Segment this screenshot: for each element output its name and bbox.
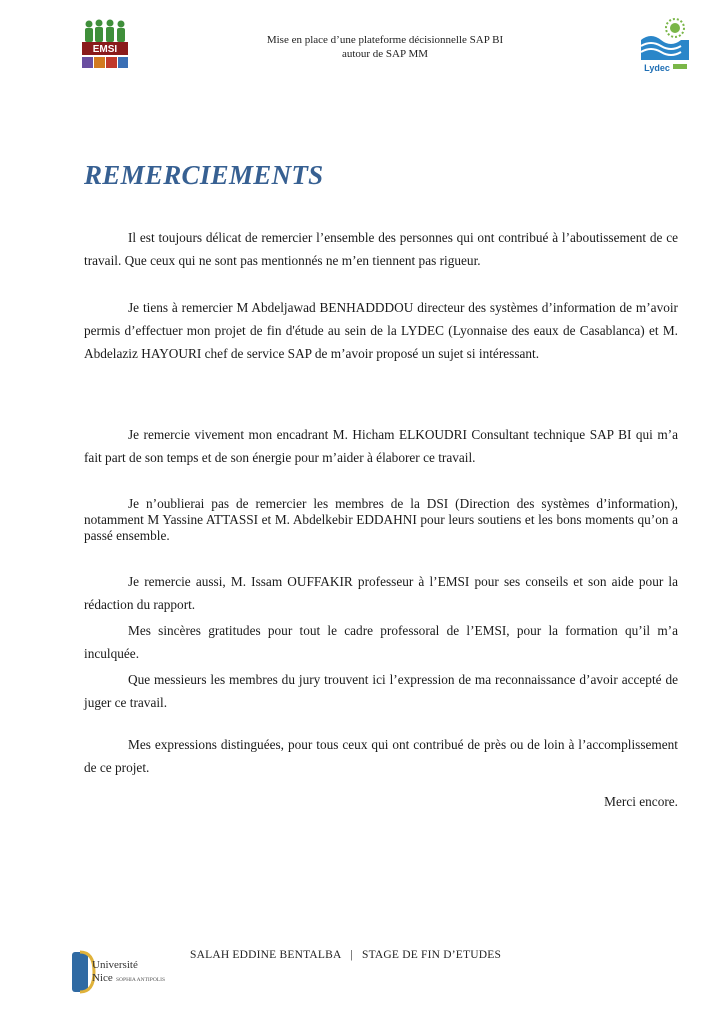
- header-title-line1: Mise en place d’une plateforme décisionnelle SAP BI: [266, 34, 504, 46]
- svg-text:SOPHIA ANTIPOLIS: SOPHIA ANTIPOLIS: [116, 977, 166, 983]
- footer-author: SALAH EDDINE BENTALBA: [190, 949, 342, 961]
- acknowledgements-body: [84, 0, 678, 1030]
- paragraph: Je remercie vivement mon encadrant M. Hicham ELKOUDRI Consultant technique SAP BI qui m’a fait part de son temps et de son énergie pour m’aider à élaborer ce travail.: [84, 427, 678, 465]
- svg-text:EMSI: EMSI: [92, 44, 118, 55]
- closing-text: Merci encore.: [604, 794, 678, 809]
- svg-text:Nice: Nice: [92, 972, 113, 984]
- footer-separator: |: [350, 949, 354, 961]
- page-title: REMERCIEMENTS: [84, 160, 324, 190]
- footer-subtitle: STAGE DE FIN D’ETUDES: [362, 949, 502, 961]
- paragraph: Que messieurs les membres du jury trouvent ici l’expression de ma reconnaissance d’avoir accepté de juger ce travail.: [84, 672, 678, 710]
- universite-nice-logo: [70, 948, 172, 996]
- header-title-line2: autour de SAP MM: [341, 48, 429, 60]
- paragraph: Je n’oublierai pas de remercier les membres de la DSI (Direction des systèmes d’information), notamment M Yassine ATTASSI et M. Abdelkebir EDDAHNI pour leurs soutiens et les bons moments qu’on a passé ensemble.: [84, 496, 678, 543]
- paragraph: Je remercie aussi, M. Issam OUFFAKIR professeur à l’EMSI pour ses conseils et son aide pour la rédaction du rapport.: [84, 574, 678, 612]
- page-footer: [190, 949, 530, 961]
- paragraph: Mes sincères gratitudes pour tout le cadre professoral de l’EMSI, pour la formation qu’il m’a inculquée.: [84, 623, 678, 661]
- paragraph: Mes expressions distinguées, pour tous ceux qui ont contribué de près ou de loin à l’accomplissement de ce projet.: [84, 737, 678, 775]
- paragraph: Je tiens à remercier M Abdeljawad BENHADDDOU directeur des systèmes d’information de m’avoir permis d’effectuer mon projet de fin d'étude au sein de la LYDEC (Lyonnaise des eaux de Casablanca) et M. Abdelaziz HAYOURI chef de service SAP de m’avoir proposé un sujet si intéressant.: [84, 300, 678, 361]
- svg-text:Lydec: Lydec: [644, 63, 670, 73]
- paragraph: Il est toujours délicat de remercier l’ensemble des personnes qui ont contribué à l’aboutissement de ce travail. Que ceux qui ne sont pas mentionnés ne m’en tiennent pas rigueur.: [84, 230, 678, 268]
- svg-text:Université: Université: [92, 959, 138, 971]
